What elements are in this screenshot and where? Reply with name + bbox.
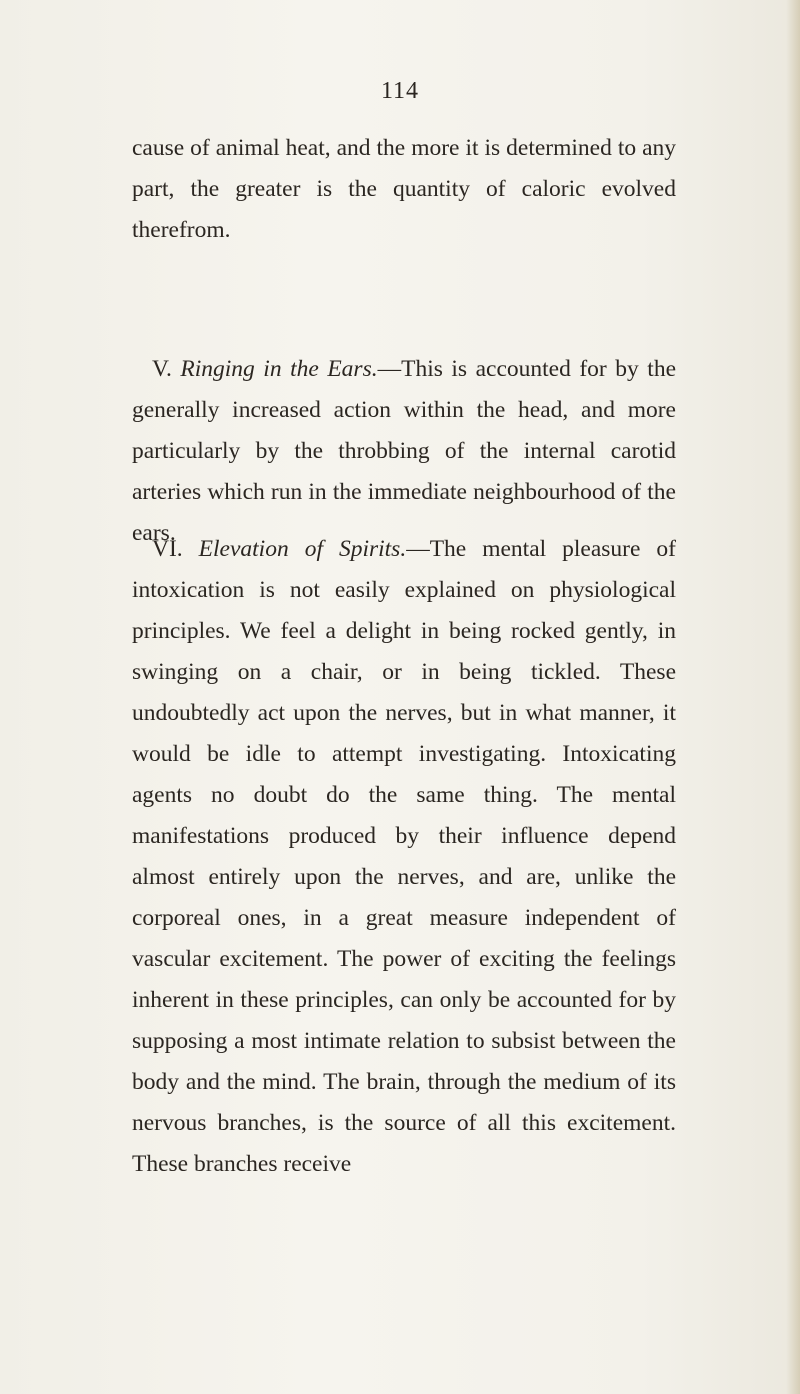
paragraph-continuation [132,128,676,251]
paragraph-ringing-in-ears [132,349,676,554]
paragraph-elevation-of-spirits [132,529,676,1185]
section-heading: Elevation of Spirits. [198,536,407,562]
paragraph-text: —The mental pleasure of intoxication is not easily explained on physiological principles. We feel a delight in being rocked gently, in swinging on a chair, or in being tickled. These undoubtedly act upon the nerves, but in what manner, it would be idle to attempt investigating. Intoxicating agents no doubt do the same thing. The mental manifestations produced by their influence depend almost entirely upon the nerves, and are, unlike the corporeal ones, in a great measure independent of vascular excitement. The power of exciting the feelings inherent in these principles, can only be accounted for by supposing a most intimate relation to subsist between the body and the mind. The brain, through the medium of its nervous branches, is the source of all this excitement. These branches receive [132,536,676,1177]
section-numeral: V. [152,356,172,382]
section-numeral: VI. [152,536,183,562]
page-edge-shadow [786,0,800,1394]
page-number: 114 [380,78,420,104]
paragraph-text: cause of animal heat, and the more it is determined to any part, the greater is the quantity of caloric evolved therefrom. [132,135,676,243]
paragraph-text: —This is accounted for by the generally increased action within the head, and more particularly by the throbbing of the internal carotid arteries which run in the immediate neighbourhood of the ears. [132,356,677,546]
section-heading: Ringing in the Ears. [180,356,378,382]
